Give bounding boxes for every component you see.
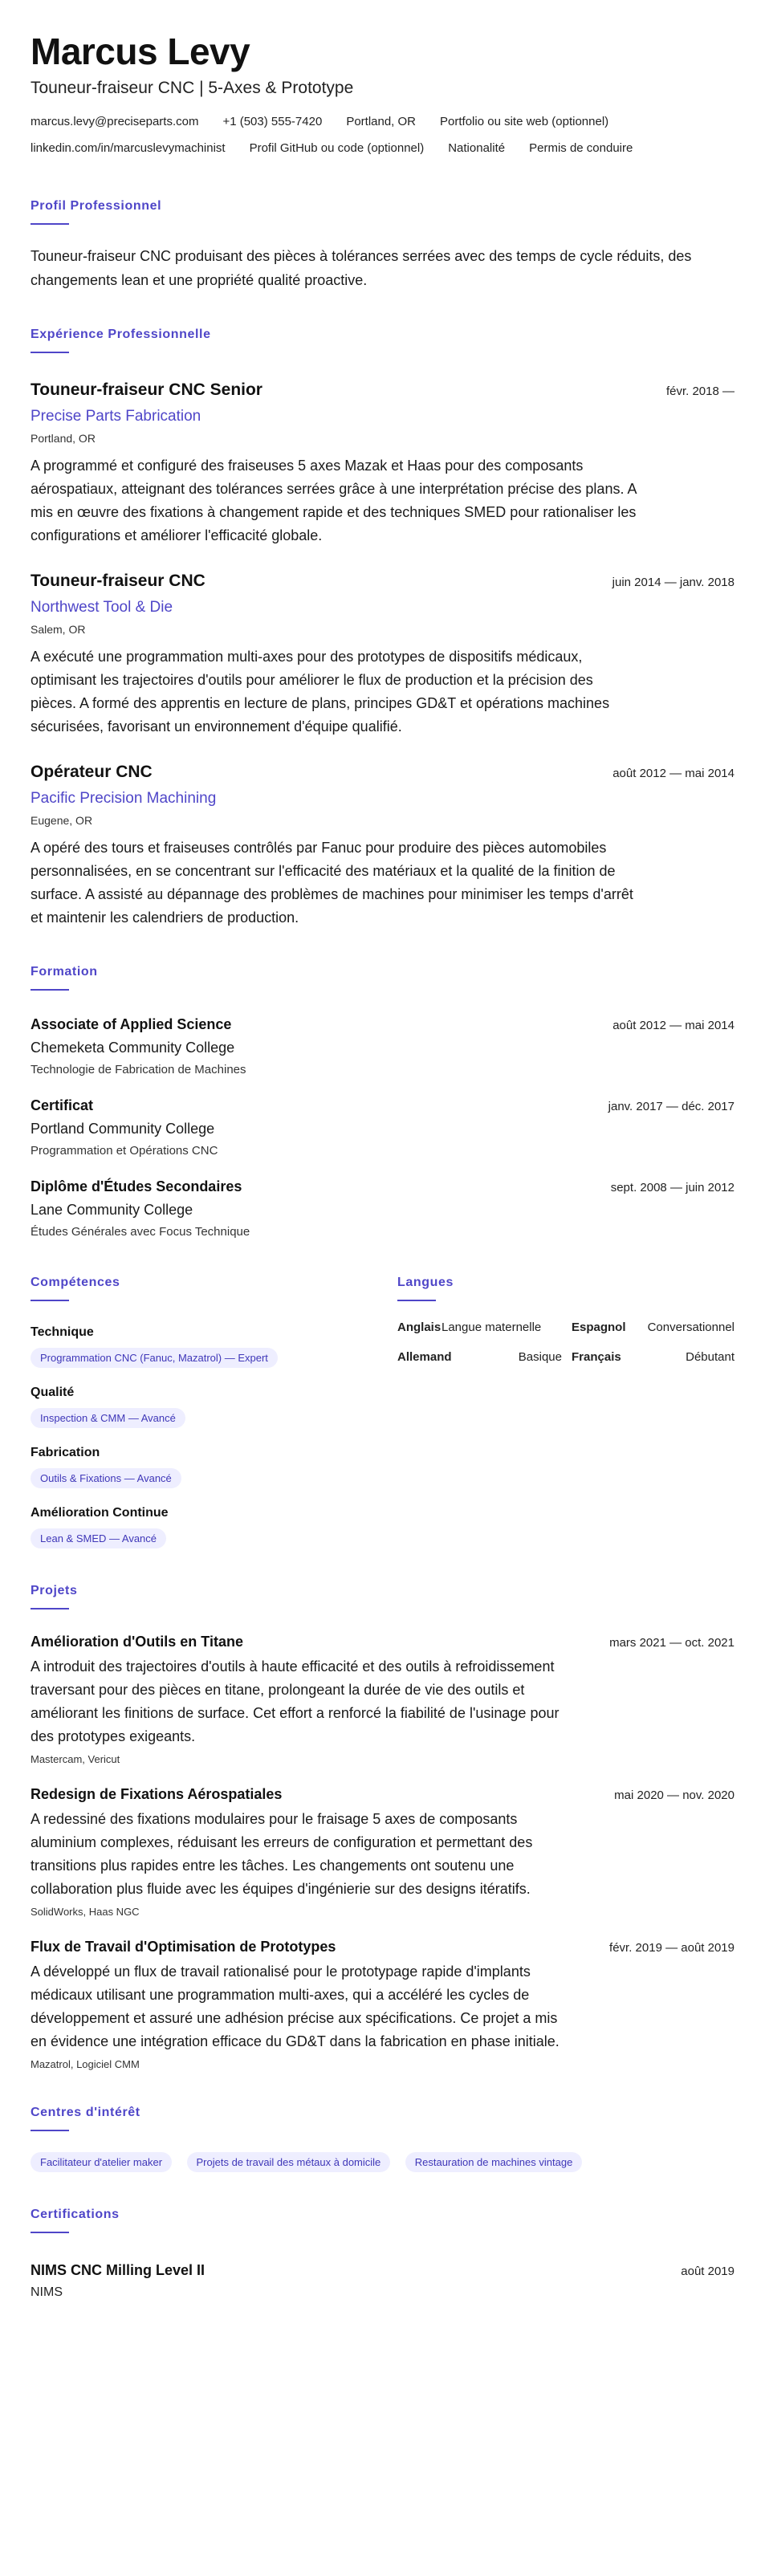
language-level: Langue maternelle (442, 1321, 542, 1334)
language-name: Anglais (397, 1321, 442, 1334)
education-date: août 2012 — mai 2014 (612, 1019, 734, 1032)
contact-list (31, 114, 734, 167)
skill-pill: Inspection & CMM — Avancé (31, 1408, 185, 1428)
section-divider (31, 223, 69, 225)
section-divider (31, 2130, 69, 2131)
project-description: A introduit des trajectoires d'outils à haute efficacité et des outils à refroidissement traversant pour des pièces en titane, prolongeant la durée de vie des outils et améliorant les finitions de surface. Cet effort a renforcé la fiabilité de l'usinage pour des prototypes exigeants. (31, 1658, 560, 1744)
job-location: Portland, OR (31, 432, 96, 445)
contact-phone[interactable]: +1 (503) 555-7420 (222, 115, 323, 128)
skill-group (31, 1386, 397, 1428)
education-entry (31, 1097, 734, 1158)
project-date: mars 2021 — oct. 2021 (609, 1636, 734, 1650)
profile-section-title: Profil Professionnel (31, 199, 162, 213)
project-description: A développé un flux de travail rationalisé pour le prototypage rapide d'implants médicaux utilisant une programmation multi-axes, qui a accéléré les cycles de développement et assuré une adhésion précise aux spécifications. Ce projet a mis en évidence une intégration efficace du GD&T dans la fabrication en phase initiale. (31, 1964, 560, 2049)
job-description: A opéré des tours et fraiseuses contrôlés par Fanuc pour produire des pièces automobiles personnalisées, en se concentrant sur l'efficacité des matériaux et la qualité de la finition de surface. A assisté au dépannage des problèmes de machines pour minimiser les temps d'arrêt et maintenir les calendriers de production. (31, 840, 633, 926)
experience-entry (31, 572, 734, 739)
job-location: Eugene, OR (31, 814, 93, 827)
skills-section (31, 1239, 397, 1548)
job-title: Touneur-fraiseur CNC Senior (31, 380, 262, 399)
project-entry (31, 1786, 734, 1918)
project-tools: SolidWorks, Haas NGC (31, 1906, 140, 1918)
interest-pill: Projets de travail des métaux à domicile (187, 2152, 391, 2172)
degree: Certificat (31, 1097, 94, 1113)
job-location: Salem, OR (31, 623, 86, 636)
contact-linkedin[interactable]: linkedin.com/in/marcuslevymachinist (31, 141, 226, 155)
section-divider (31, 352, 69, 353)
company-name: Precise Parts Fabrication (31, 408, 201, 425)
project-description: A redessiné des fixations modulaires pour le fraisage 5 axes de composants aluminium complexes, réduisant les erreurs de configuration et permettant des transitions plus rapides entre les tâches. Les changements ont soutenu une collaboration plus fluide avec les équipes d'ingénierie sur des designs itératifs. (31, 1811, 533, 1897)
job-date: févr. 2018 — (665, 385, 734, 398)
section-divider (31, 2232, 69, 2233)
contact-github[interactable]: Profil GitHub ou code (optionnel) (249, 141, 425, 155)
candidate-headline: Touneur-fraiseur CNC | 5-Axes & Prototype (31, 79, 354, 97)
contact-nationality: Nationalité (448, 141, 506, 155)
project-entry (31, 1634, 734, 1765)
skills-section-title: Compétences (31, 1276, 120, 1289)
education-entry (31, 1016, 734, 1076)
education-section-title: Formation (31, 965, 98, 979)
school-name: Portland Community College (31, 1121, 215, 1137)
skill-group (31, 1506, 397, 1548)
certification-date: août 2019 (681, 2265, 734, 2278)
project-title: Amélioration d'Outils en Titane (31, 1634, 243, 1650)
language-name: Espagnol (572, 1321, 626, 1334)
language-level: Débutant (686, 1350, 734, 1364)
projects-section (31, 1584, 734, 2070)
job-description: A exécuté une programmation multi-axes pour des prototypes de dispositifs médicaux, optimisant les trajectoires d'outils pour améliorer le flux de production et la précision des pièces. A formé des apprentis en lecture de plans, principes GD&T et opérations machines sécurisées, favorisant un environnement d'équipe qualifié. (31, 649, 610, 735)
experience-section (31, 328, 734, 930)
certification-issuer: NIMS (31, 2285, 63, 2299)
project-date: févr. 2019 — août 2019 (609, 1941, 734, 1955)
section-divider (397, 1300, 436, 1301)
skill-category: Amélioration Continue (31, 1506, 169, 1520)
interests-section-title: Centres d'intérêt (31, 2106, 140, 2119)
education-date: janv. 2017 — déc. 2017 (608, 1100, 734, 1113)
interest-pill: Facilitateur d'atelier maker (31, 2152, 172, 2172)
job-title: Opérateur CNC (31, 763, 153, 781)
field-of-study: Programmation et Opérations CNC (31, 1144, 218, 1158)
profile-summary: Touneur-fraiseur CNC produisant des pièces à tolérances serrées avec des temps de cycle réduits, des changements lean et une propriété qualité proactive. (31, 248, 692, 288)
project-title: Redesign de Fixations Aérospatiales (31, 1786, 283, 1802)
company-name: Northwest Tool & Die (31, 599, 173, 616)
project-date: mai 2020 — nov. 2020 (614, 1789, 734, 1802)
languages-section-title: Langues (397, 1276, 454, 1289)
certifications-section-title: Certifications (31, 2208, 120, 2221)
skill-group (31, 1446, 397, 1488)
contact-email[interactable]: marcus.levy@preciseparts.com (31, 115, 199, 128)
skill-category: Technique (31, 1325, 94, 1339)
certification-name: NIMS CNC Milling Level II (31, 2262, 205, 2278)
company-name: Pacific Precision Machining (31, 790, 217, 807)
interests-section (31, 2106, 734, 2172)
job-date: juin 2014 — janv. 2018 (612, 576, 734, 589)
contact-driving-license: Permis de conduire (529, 141, 633, 155)
certifications-section (31, 2208, 734, 2300)
job-description: A programmé et configuré des fraiseuses 5 axes Mazak et Haas pour des composants aérospatiaux, atteignant des tolérances serrées grâce à une interprétation précise des plans. A mis en œuvre des fixations à changement rapide et des techniques SMED pour rationaliser les configurations et améliorer l'efficacité globale. (31, 458, 637, 543)
education-date: sept. 2008 — juin 2012 (610, 1181, 734, 1194)
languages-section (397, 1239, 734, 1548)
job-date: août 2012 — mai 2014 (612, 767, 734, 780)
skill-pill: Lean & SMED — Avancé (31, 1528, 166, 1548)
skills-languages-row (31, 1239, 734, 1548)
education-entry (31, 1178, 734, 1239)
interests-list (31, 2152, 734, 2172)
contact-portfolio[interactable]: Portfolio ou site web (optionnel) (440, 115, 609, 128)
experience-entry (31, 380, 734, 547)
language-name: Français (572, 1350, 621, 1364)
education-section (31, 965, 734, 1239)
skill-pill: Outils & Fixations — Avancé (31, 1468, 181, 1488)
school-name: Lane Community College (31, 1202, 193, 1218)
field-of-study: Études Générales avec Focus Technique (31, 1225, 250, 1239)
field-of-study: Technologie de Fabrication de Machines (31, 1063, 246, 1076)
skill-group (31, 1325, 397, 1368)
language-name: Allemand (397, 1350, 452, 1364)
skill-category: Qualité (31, 1386, 75, 1399)
profile-section (31, 199, 734, 292)
language-level: Conversationnel (647, 1321, 734, 1334)
project-tools: Mastercam, Vericut (31, 1753, 120, 1765)
degree: Associate of Applied Science (31, 1016, 232, 1032)
degree: Diplôme d'Études Secondaires (31, 1178, 242, 1194)
project-entry (31, 1939, 734, 2070)
contact-location: Portland, OR (346, 115, 417, 128)
project-title: Flux de Travail d'Optimisation de Prototypes (31, 1939, 336, 1955)
experience-entry (31, 763, 734, 930)
language-level: Basique (518, 1350, 562, 1364)
school-name: Chemeketa Community College (31, 1040, 235, 1056)
job-title: Touneur-fraiseur CNC (31, 572, 205, 590)
section-divider (31, 1608, 69, 1609)
skill-category: Fabrication (31, 1446, 100, 1459)
skill-pill: Programmation CNC (Fanuc, Mazatrol) — Expert (31, 1348, 278, 1368)
project-tools: Mazatrol, Logiciel CMM (31, 2058, 140, 2070)
candidate-name: Marcus Levy (31, 31, 250, 72)
languages-grid (397, 1321, 734, 1364)
certification-entry (31, 2262, 734, 2300)
experience-section-title: Expérience Professionnelle (31, 328, 211, 341)
section-divider (31, 1300, 69, 1301)
projects-section-title: Projets (31, 1584, 78, 1597)
interest-pill: Restauration de machines vintage (405, 2152, 583, 2172)
section-divider (31, 989, 69, 991)
resume-header (31, 31, 734, 167)
